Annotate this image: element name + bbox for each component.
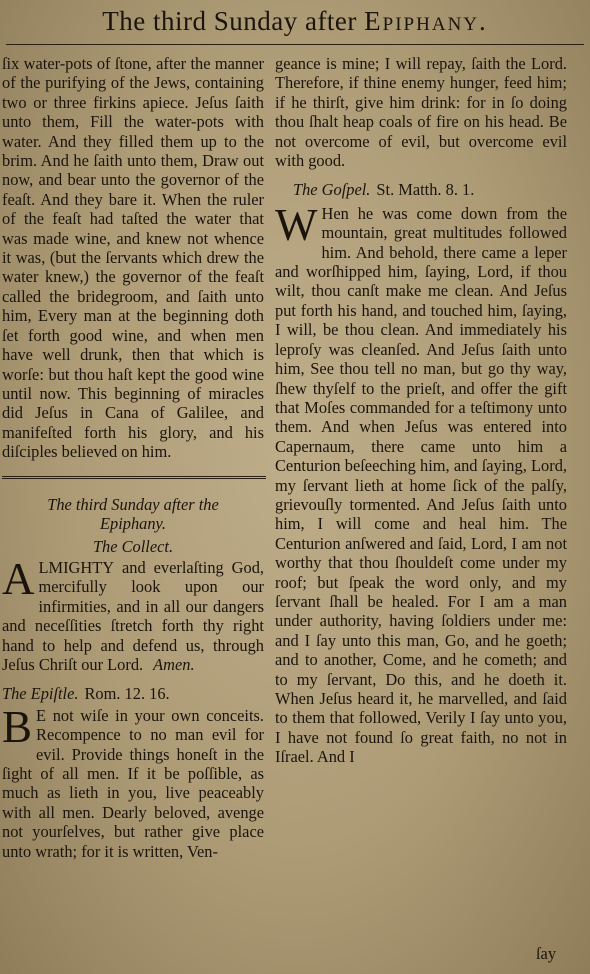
collect-first-word: LMIGHTY <box>38 557 115 577</box>
sunday-heading <box>2 495 264 533</box>
sunday-heading-line1: The third Sunday after the <box>47 494 219 514</box>
gospel-dropcap: W <box>275 199 318 250</box>
epistle-reference: Rom. 12. 16. <box>84 684 170 704</box>
collect-text <box>2 553 264 674</box>
collect-dropcap: A <box>2 553 35 604</box>
collect-body: and everlaſting God, mercifully look upon our infirmities, and in all our dangers and neceſſities ſtretch forth thy right hand to help and defend us, through Jeſus Chriſt our Lord. <box>2 557 264 674</box>
right-column <box>275 54 567 767</box>
section-divider <box>2 476 266 479</box>
epistle-dropcap: B <box>2 701 33 752</box>
header-title-epiphany: Epiphany. <box>364 6 488 36</box>
epistle-heading <box>2 684 264 703</box>
catchword: ſay <box>536 944 557 963</box>
gospel-reference: St. Matth. 8. 1. <box>376 180 475 200</box>
collect-heading: The Collect. <box>92 536 174 556</box>
header-rule <box>6 44 584 45</box>
epistle-body: E not wiſe in your own conceits. Recompence to no man evil for evil. Provide things honeſt in the ſight of all men. If it be poſſible, as much as lieth in you, live peaceably with all men. Dearly beloved, avenge not yourſelves, but rather give place unto wrath; for it is written, Ven- <box>2 705 264 861</box>
gospel-continuation: ſix water-pots of ſtone, after the manner of the purifying of the Jews, containing two or three firkins apiece. Jeſus ſaith unto them, Fill the water-pots with water. And they filled them up to the brim. And he ſaith unto them, Draw out now, and bear unto the governor of the feaſt. And they bare it. When the ruler of the feaſt had taſted the water that was made wine, and knew not whence it was, (but the ſervants which drew the water knew,) the governor of the feaſt called the bridegroom, and ſaith unto him, Every man at the beginning doth ſet forth good wine, and when men have well drunk, then that which is worſe: but thou haſt kept the good wine until now. This beginning of miracles did Jeſus in Cana of Galilee, and manifeſted forth his glory, and his diſciples believed on him. <box>2 54 264 462</box>
epistle-title: The Epiſtle. <box>2 684 79 704</box>
epistle-continuation: geance is mine; I will repay, ſaith the Lord. Therefore, if thine enemy hunger, feed him; if he thirſt, give him drink: for in ſo doing thou ſhalt heap coals of fire on his head. Be not overcome of evil, but overcome evil with good. <box>275 54 567 171</box>
gospel-text <box>275 199 567 767</box>
page-header <box>0 6 590 37</box>
left-column <box>2 54 264 861</box>
header-title: The third Sunday after <box>102 6 357 36</box>
gospel-title: The Goſpel. <box>293 180 371 200</box>
gospel-heading <box>293 180 567 199</box>
collect-amen: Amen. <box>153 654 195 674</box>
epistle-text <box>2 701 264 861</box>
gospel-body: Hen he was come down from the mountain, great multitudes followed him. And behold, there came a leper and worſhipped him, ſaying, Lord, if thou wilt, thou canſt make me clean. And Jeſus put forth his hand, and touched him, ſaying, I will, be thou clean. And immediately his leproſy was cleanſed. And Jeſus ſaith unto him, See thou tell no man, but go thy way, ſhew thyſelf to the prieſt, and offer the gift that Moſes commanded for a teſtimony unto them. And when Jeſus was entered into Capernaum, there came unto him a Centurion beſeeching him, and ſaying, Lord, my ſervant lieth at home ſick of the palſy, grievouſly tormented. And Jeſus ſaith unto him, I will come and heal him. The Centurion anſwered and ſaid, Lord, I am not worthy that thou ſhouldeſt come under my roof; but ſpeak the word only, and my ſervant ſhall be healed. For I am a man under authority, having ſoldiers under me: and I ſay unto this man, Go, and he goeth; and to another, Come, and he cometh; and to my ſervant, Do this, and he doeth it. When Jeſus heard it, he marvelled, and ſaid to them that followed, Verily I ſay unto you, I have not found ſo great faith, no not in Iſrael. And I <box>275 203 567 767</box>
sunday-heading-line2: Epiphany. <box>99 513 166 533</box>
